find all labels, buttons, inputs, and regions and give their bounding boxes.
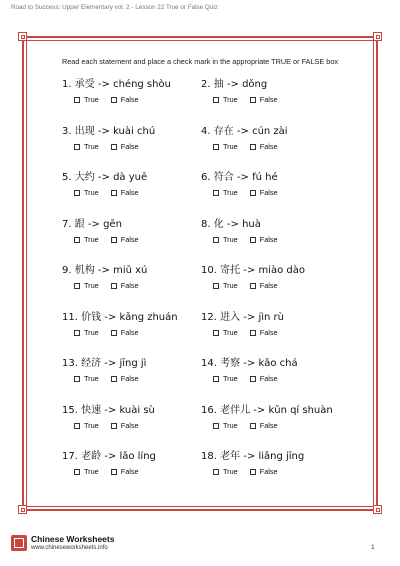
question-text — [62, 404, 207, 417]
answer-options — [62, 142, 207, 152]
false-checkbox[interactable] — [111, 469, 117, 475]
answer-options — [201, 188, 346, 198]
false-option[interactable] — [111, 235, 139, 244]
true-checkbox[interactable] — [213, 144, 219, 150]
true-checkbox[interactable] — [74, 237, 80, 243]
question-statement: 寄托 -> miào dào — [220, 265, 305, 276]
true-checkbox[interactable] — [213, 423, 219, 429]
question-statement: 跟 -> gēn — [74, 218, 122, 230]
true-checkbox[interactable] — [213, 330, 219, 336]
true-label: True — [84, 374, 99, 383]
false-checkbox[interactable] — [250, 144, 256, 150]
false-checkbox[interactable] — [111, 423, 117, 429]
true-checkbox[interactable] — [213, 376, 219, 382]
question-item — [62, 171, 207, 198]
question-number: 17. — [62, 451, 78, 462]
answer-options — [201, 328, 346, 338]
question-statement: 符合 -> fú hé — [213, 172, 278, 183]
question-item — [201, 218, 346, 245]
false-label: False — [259, 281, 278, 290]
true-label: True — [84, 234, 99, 244]
false-label: False — [120, 467, 139, 476]
answer-options — [62, 281, 207, 291]
false-checkbox[interactable] — [250, 423, 256, 429]
question-number: 6. — [201, 172, 211, 183]
true-checkbox[interactable] — [74, 283, 80, 289]
answer-options — [201, 142, 346, 152]
logo-icon — [11, 535, 27, 551]
true-checkbox[interactable] — [213, 469, 219, 475]
false-label: False — [259, 188, 278, 197]
false-label: False — [259, 327, 278, 337]
question-number: 12. — [201, 311, 217, 323]
false-option[interactable] — [250, 142, 278, 151]
question-item — [201, 311, 346, 338]
question-statement: 承受 -> chéng shòu — [74, 79, 171, 90]
question-text — [62, 357, 207, 370]
false-checkbox[interactable] — [111, 376, 117, 382]
false-option[interactable] — [250, 235, 278, 244]
question-number: 3. — [62, 125, 72, 137]
true-checkbox[interactable] — [74, 144, 80, 150]
true-option[interactable] — [213, 142, 238, 151]
question-statement: 经济 -> jīng jì — [81, 358, 147, 369]
false-checkbox[interactable] — [250, 97, 256, 103]
question-statement: 老龄 -> lǎo líng — [81, 451, 156, 462]
true-label: True — [84, 420, 99, 430]
question-item — [201, 357, 346, 384]
question-item — [62, 404, 207, 431]
false-option[interactable] — [111, 95, 139, 104]
true-label: True — [84, 95, 99, 104]
true-label: True — [223, 327, 238, 337]
false-option[interactable] — [111, 188, 139, 197]
question-statement: 快速 -> kuài sù — [81, 404, 155, 416]
true-option[interactable] — [74, 281, 99, 290]
true-option[interactable] — [213, 188, 238, 197]
true-label: True — [84, 188, 99, 197]
true-option[interactable] — [74, 188, 99, 197]
question-text — [62, 450, 207, 463]
false-option[interactable] — [111, 467, 139, 476]
true-option[interactable] — [74, 374, 99, 383]
question-number: 9. — [62, 265, 72, 276]
question-item — [62, 357, 207, 384]
false-label: False — [259, 374, 278, 383]
true-option[interactable] — [213, 467, 238, 476]
page-number: 1 — [371, 544, 375, 551]
false-option[interactable] — [250, 95, 278, 104]
question-item — [62, 450, 207, 477]
question-number: 5. — [62, 172, 72, 183]
question-statement: 价钱 -> kǎng zhuán — [81, 311, 178, 323]
question-text — [201, 264, 346, 277]
answer-options — [201, 421, 346, 431]
false-label: False — [120, 95, 139, 104]
question-number: 15. — [62, 404, 78, 416]
question-item — [62, 311, 207, 338]
true-checkbox[interactable] — [213, 283, 219, 289]
false-checkbox[interactable] — [250, 190, 256, 196]
true-label: True — [223, 467, 238, 476]
false-label: False — [120, 234, 139, 244]
frame-corner-ornament — [373, 505, 382, 514]
answer-options — [62, 374, 207, 384]
footer-url: www.chineseworksheets.info — [31, 545, 108, 551]
true-option[interactable] — [213, 328, 238, 337]
frame-corner-ornament — [18, 505, 27, 514]
question-number: 7. — [62, 218, 72, 230]
false-checkbox[interactable] — [111, 237, 117, 243]
true-checkbox[interactable] — [74, 423, 80, 429]
question-item — [201, 404, 346, 431]
true-label: True — [223, 141, 238, 151]
false-option[interactable] — [250, 281, 278, 290]
question-text — [201, 171, 346, 184]
true-option[interactable] — [74, 142, 99, 151]
question-item — [62, 78, 207, 105]
true-checkbox[interactable] — [213, 97, 219, 103]
question-statement: 机构 -> miǔ xú — [74, 265, 148, 276]
question-number: 1. — [62, 79, 72, 90]
question-text — [201, 357, 346, 370]
false-checkbox[interactable] — [111, 283, 117, 289]
question-number: 14. — [201, 358, 217, 369]
true-label: True — [223, 374, 238, 383]
question-text — [201, 450, 346, 463]
false-checkbox[interactable] — [250, 237, 256, 243]
answer-options — [201, 374, 346, 384]
false-label: False — [259, 234, 278, 244]
false-checkbox[interactable] — [250, 469, 256, 475]
true-option[interactable] — [213, 235, 238, 244]
true-label: True — [223, 188, 238, 197]
true-label: True — [223, 281, 238, 290]
true-checkbox[interactable] — [74, 190, 80, 196]
false-label: False — [120, 141, 139, 151]
false-checkbox[interactable] — [250, 283, 256, 289]
true-label: True — [223, 420, 238, 430]
false-checkbox[interactable] — [250, 376, 256, 382]
false-option[interactable] — [111, 142, 139, 151]
true-option[interactable] — [74, 235, 99, 244]
true-label: True — [84, 327, 99, 337]
true-option[interactable] — [74, 421, 99, 430]
true-option[interactable] — [74, 328, 99, 337]
false-option[interactable] — [250, 421, 278, 430]
true-option[interactable] — [213, 421, 238, 430]
instructions: Read each statement and place a check mark in the appropriate TRUE or FALSE box — [61, 57, 339, 66]
question-text — [62, 171, 207, 184]
document-header: Road to Success: Upper Elementary vol. 2 - Lesson 22 True or False Quiz — [11, 4, 218, 11]
question-statement: 老年 -> liǎng jīng — [220, 451, 305, 462]
true-checkbox[interactable] — [74, 469, 80, 475]
true-checkbox[interactable] — [74, 330, 80, 336]
answer-options — [62, 188, 207, 198]
question-item — [62, 218, 207, 245]
question-statement: 化 -> huà — [213, 218, 261, 230]
false-label: False — [259, 95, 278, 104]
answer-options — [62, 467, 207, 477]
question-text — [62, 311, 207, 324]
false-option[interactable] — [111, 374, 139, 383]
false-label: False — [259, 420, 278, 430]
question-item — [201, 78, 346, 105]
false-label: False — [120, 281, 139, 290]
question-item — [201, 264, 346, 291]
false-option[interactable] — [250, 374, 278, 383]
true-checkbox[interactable] — [74, 376, 80, 382]
question-statement: 出现 -> kuài chú — [74, 125, 156, 137]
frame-corner-ornament — [18, 32, 27, 41]
question-text — [62, 264, 207, 277]
false-label: False — [259, 141, 278, 151]
false-checkbox[interactable] — [111, 97, 117, 103]
question-item — [201, 125, 346, 152]
question-statement: 进入 -> jìn rù — [220, 311, 284, 323]
true-option[interactable] — [213, 95, 238, 104]
question-number: 10. — [201, 265, 217, 276]
true-label: True — [84, 281, 99, 290]
answer-options — [62, 328, 207, 338]
answer-options — [62, 421, 207, 431]
question-text — [62, 125, 207, 138]
question-number: 11. — [62, 311, 78, 323]
question-text — [62, 78, 207, 91]
question-statement: 抽 -> dǒng — [213, 79, 268, 90]
question-text — [201, 404, 346, 417]
false-option[interactable] — [250, 188, 278, 197]
true-label: True — [223, 95, 238, 104]
true-option[interactable] — [213, 281, 238, 290]
answer-options — [201, 281, 346, 291]
question-statement: 大约 -> dà yuē — [74, 172, 148, 183]
question-text — [201, 311, 346, 324]
question-item — [62, 125, 207, 152]
true-option[interactable] — [213, 374, 238, 383]
false-checkbox[interactable] — [111, 190, 117, 196]
question-item — [62, 264, 207, 291]
true-checkbox[interactable] — [74, 97, 80, 103]
true-checkbox[interactable] — [213, 190, 219, 196]
answer-options — [201, 95, 346, 105]
question-number: 18. — [201, 451, 217, 462]
question-text — [201, 218, 346, 231]
false-option[interactable] — [111, 421, 139, 430]
question-text — [201, 78, 346, 91]
question-statement: 存在 -> cún zài — [213, 125, 288, 137]
question-statement: 老伴儿 -> kǔn qí shuàn — [220, 404, 333, 416]
answer-options — [62, 95, 207, 105]
question-number: 2. — [201, 79, 211, 90]
frame-corner-ornament — [373, 32, 382, 41]
answer-options — [201, 235, 346, 245]
footer-title: Chinese Worksheets — [31, 534, 115, 544]
question-text — [62, 218, 207, 231]
true-option[interactable] — [74, 95, 99, 104]
question-item — [201, 450, 346, 477]
false-checkbox[interactable] — [111, 144, 117, 150]
false-label: False — [120, 374, 139, 383]
question-text — [201, 125, 346, 138]
false-label: False — [259, 467, 278, 476]
question-number: 8. — [201, 218, 211, 230]
true-label: True — [84, 141, 99, 151]
true-option[interactable] — [74, 467, 99, 476]
false-checkbox[interactable] — [111, 330, 117, 336]
false-checkbox[interactable] — [250, 330, 256, 336]
question-number: 16. — [201, 404, 217, 416]
true-checkbox[interactable] — [213, 237, 219, 243]
question-number: 13. — [62, 358, 78, 369]
question-statement: 考察 -> kǎo chá — [220, 358, 298, 369]
question-item — [201, 171, 346, 198]
true-label: True — [84, 467, 99, 476]
answer-options — [62, 235, 207, 245]
question-number: 4. — [201, 125, 211, 137]
false-option[interactable] — [250, 467, 278, 476]
false-label: False — [120, 327, 139, 337]
false-option[interactable] — [111, 281, 139, 290]
false-label: False — [120, 188, 139, 197]
false-option[interactable] — [250, 328, 278, 337]
answer-options — [201, 467, 346, 477]
true-label: True — [223, 234, 238, 244]
false-option[interactable] — [111, 328, 139, 337]
false-label: False — [120, 420, 139, 430]
